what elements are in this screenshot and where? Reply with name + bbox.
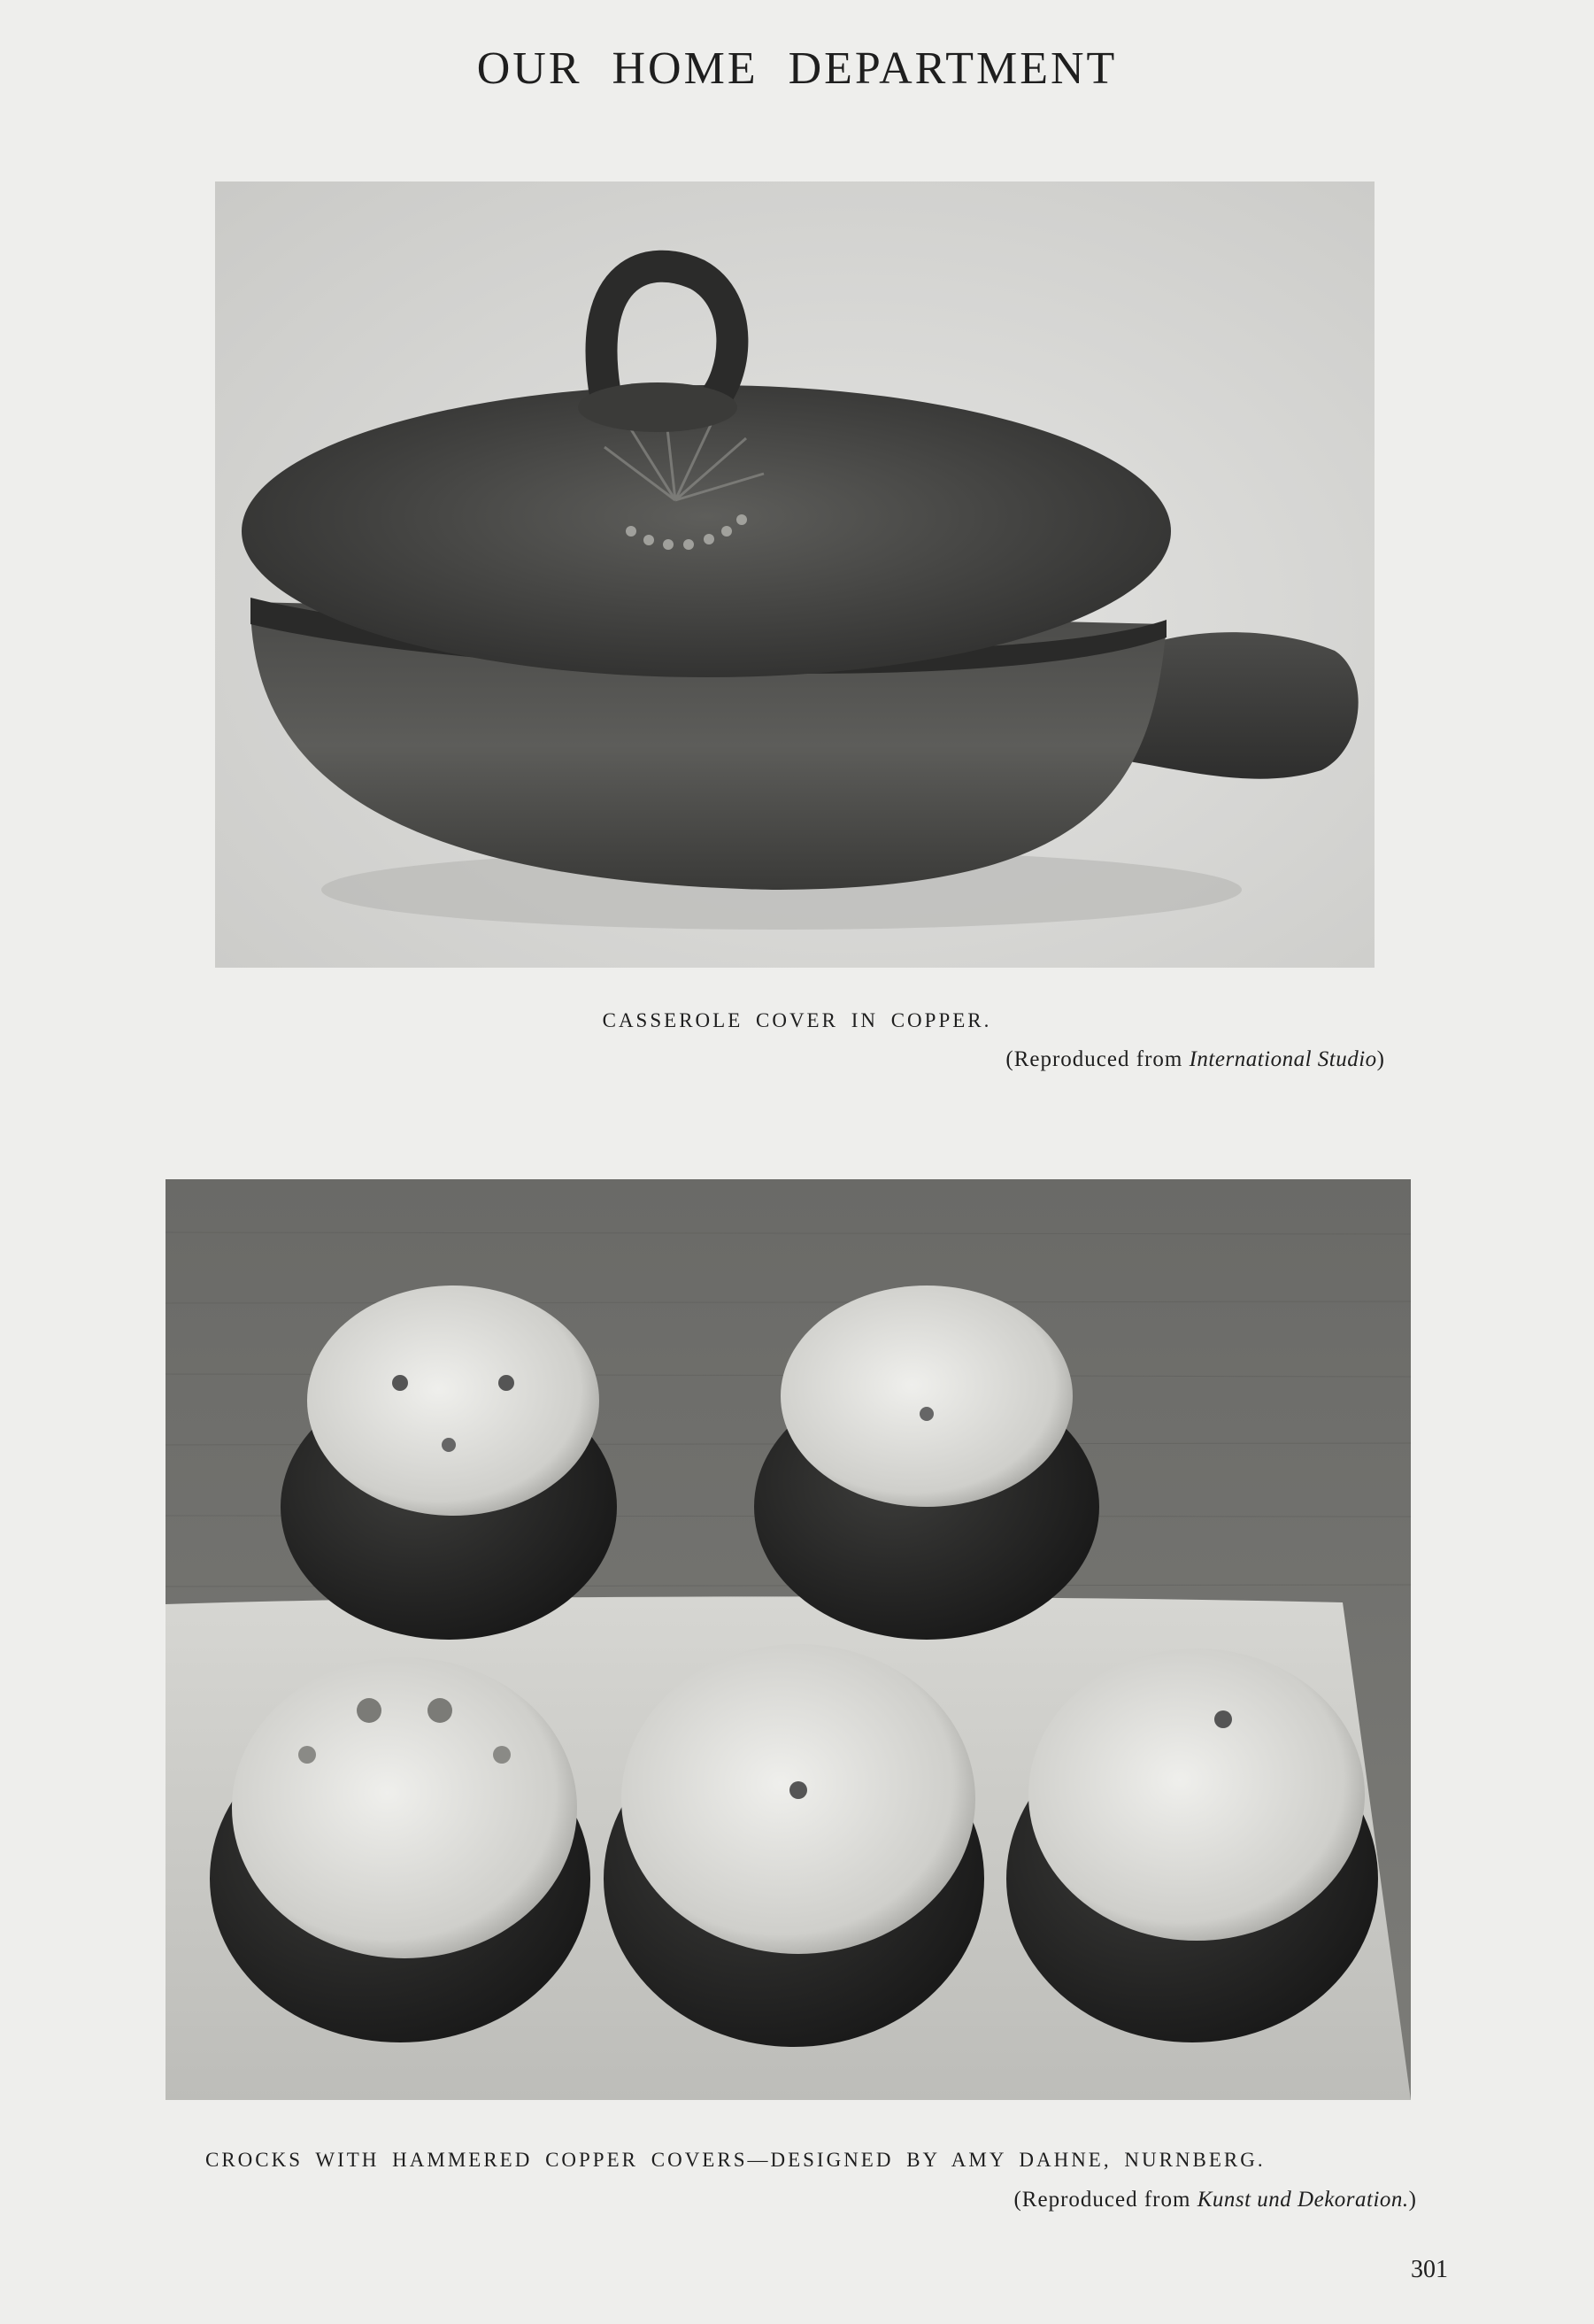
credit-prefix: (Reproduced from bbox=[1013, 2188, 1197, 2212]
casserole-photo bbox=[215, 181, 1375, 968]
crocks-image bbox=[166, 1179, 1411, 2100]
figure-caption-crocks: CROCKS WITH HAMMERED COPPER COVERS—DESIGNED BY AMY DAHNE, NURNBERG. bbox=[205, 2149, 1266, 2171]
crocks-photo bbox=[166, 1179, 1411, 2100]
credit-suffix: ) bbox=[1408, 2188, 1417, 2212]
casserole-image bbox=[215, 181, 1375, 968]
credit-suffix: ) bbox=[1376, 1047, 1385, 1071]
crock-front-middle bbox=[604, 1644, 984, 2047]
page-title: OUR HOME DEPARTMENT bbox=[476, 43, 1118, 94]
crock-back-left bbox=[281, 1286, 617, 1640]
figure-credit-crocks bbox=[1013, 2188, 1417, 2212]
credit-source: International Studio bbox=[1189, 1047, 1377, 1071]
page-number: 301 bbox=[1411, 2256, 1448, 2283]
figure-credit-casserole bbox=[1005, 1047, 1385, 1072]
crock-front-right bbox=[1006, 1648, 1378, 2042]
crock-back-right bbox=[754, 1286, 1099, 1640]
figure-caption-casserole: CASSEROLE COVER IN COPPER. bbox=[602, 1009, 992, 1031]
credit-source: Kunst und Dekoration. bbox=[1197, 2188, 1409, 2212]
credit-prefix: (Reproduced from bbox=[1005, 1047, 1190, 1071]
